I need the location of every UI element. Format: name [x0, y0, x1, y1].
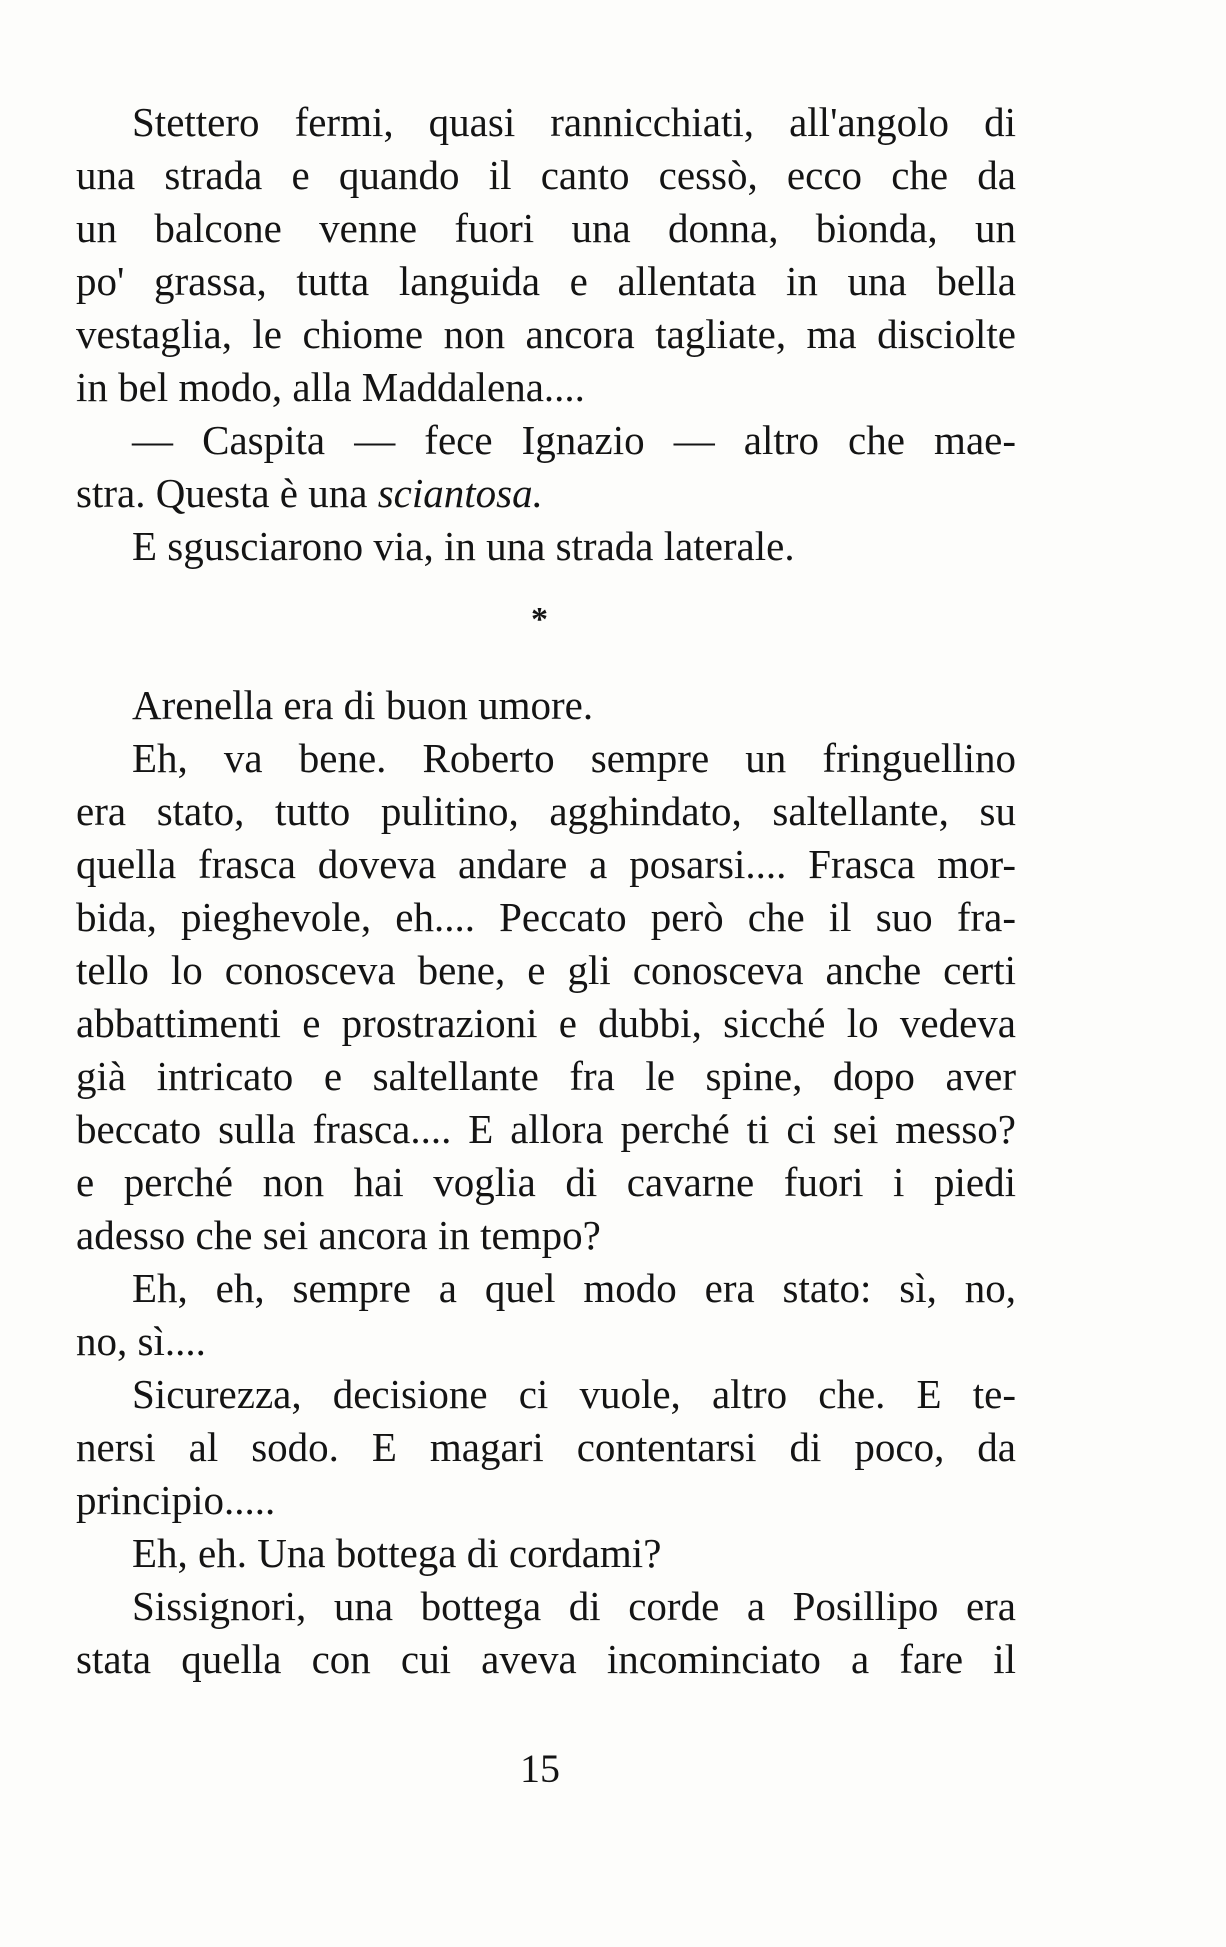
- text-line: un balcone venne fuori una donna, bionda, un: [76, 205, 1016, 251]
- text-line: principio.....: [76, 1477, 276, 1523]
- page-number: 15: [520, 1746, 560, 1791]
- text-line: in bel modo, alla Maddalena....: [76, 364, 585, 410]
- section-break: [76, 573, 1016, 679]
- text-line: Stettero fermi, quasi rannicchiati, all'angolo di: [132, 99, 1016, 145]
- text-line: vestaglia, le chiome non ancora tagliate, ma disciolte: [76, 311, 1016, 357]
- text-line: Sicurezza, decisione ci vuole, altro che. E te-: [132, 1371, 1016, 1417]
- text-line: adesso che sei ancora in tempo?: [76, 1212, 601, 1258]
- text-line: — Caspita — fece Ignazio — altro che mae-: [132, 417, 1016, 463]
- text-line: Eh, va bene. Roberto sempre un fringuellino: [132, 735, 1016, 781]
- text-line: e perché non hai voglia di cavarne fuori i piedi: [76, 1159, 1016, 1205]
- body-text: [76, 96, 1016, 1686]
- text-line: beccato sulla frasca.... E allora perché ti ci sei messo?: [76, 1106, 1016, 1152]
- text-line: era stato, tutto pulitino, agghindato, saltellante, su: [76, 788, 1016, 834]
- text-line: abbattimenti e prostrazioni e dubbi, sicché lo vedeva: [76, 1000, 1016, 1046]
- text-line: nersi al sodo. E magari contentarsi di poco, da: [76, 1424, 1016, 1470]
- text-line: quella frasca doveva andare a posarsi.... Frasca mor-: [76, 841, 1016, 887]
- text-line: stata quella con cui aveva incominciato a fare il: [76, 1636, 1016, 1682]
- text-line: Arenella era di buon umore.: [132, 682, 594, 728]
- text-line: una strada e quando il canto cessò, ecco che da: [76, 152, 1016, 198]
- text-line: E sgusciarono via, in una strada laterale.: [132, 523, 795, 569]
- text-line: Sissignori, una bottega di corde a Posillipo era: [132, 1583, 1016, 1629]
- italic-word: sciantosa.: [377, 470, 543, 516]
- section-asterisk: *: [531, 601, 548, 638]
- text-fragment: stra. Questa è una: [76, 470, 378, 516]
- text-line: Eh, eh, sempre a quel modo era stato: sì, no,: [132, 1265, 1016, 1311]
- text-line: già intricato e saltellante fra le spine, dopo aver: [76, 1053, 1016, 1099]
- text-line: [76, 467, 1016, 520]
- text-line: bida, pieghevole, eh.... Peccato però che il suo fra-: [76, 894, 1016, 940]
- text-line: po' grassa, tutta languida e allentata in una bella: [76, 258, 1016, 304]
- text-line: no, sì....: [76, 1318, 206, 1364]
- text-line: Eh, eh. Una bottega di cordami?: [132, 1530, 662, 1576]
- text-line: tello lo conosceva bene, e gli conosceva anche certi: [76, 947, 1016, 993]
